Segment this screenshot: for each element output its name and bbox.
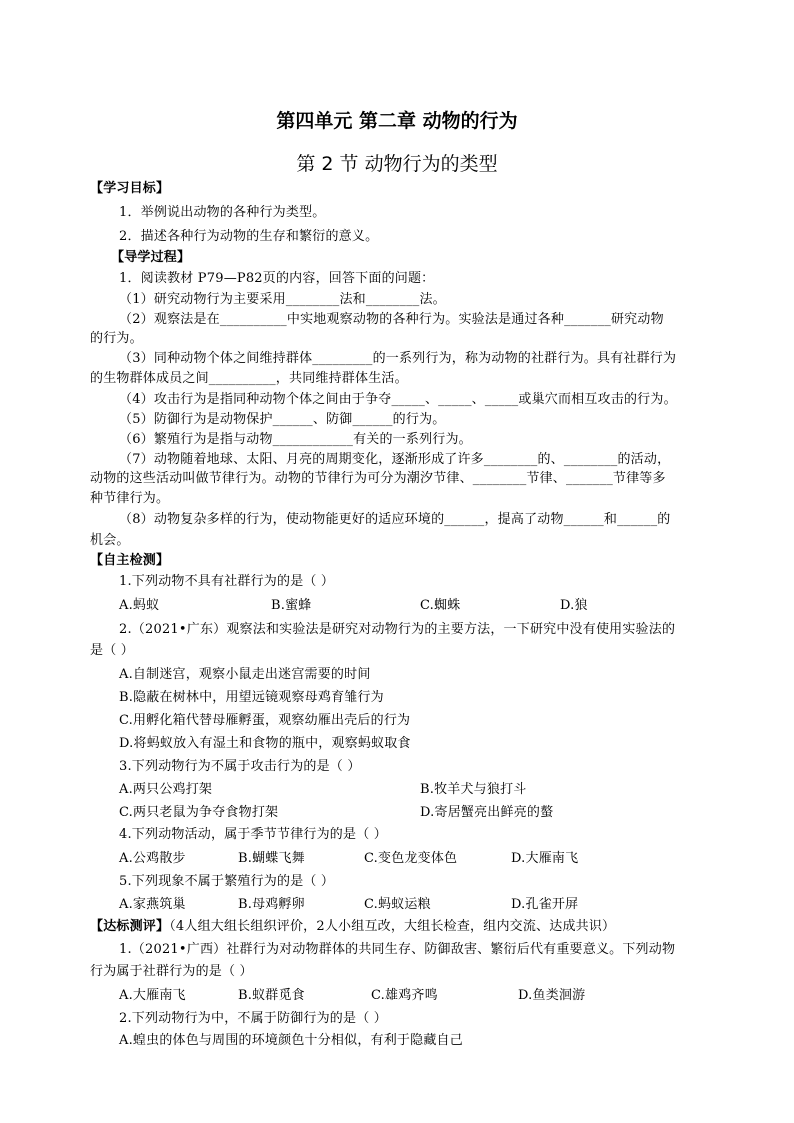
guide-line: （4）攻击行为是指同种动物个体之间由于争夺_____、_____、_____或巢穴而相互攻击的行为。 xyxy=(119,392,677,407)
answer-option: B.蜜蜂 xyxy=(271,598,312,613)
answer-option: D.狼 xyxy=(560,598,588,613)
guide-line: （3）同种动物个体之间维持群体_________的一系列行为，称为动物的社群行为。具有社群行为 xyxy=(119,351,677,366)
goal-item: 1．举例说出动物的各种行为类型。 xyxy=(119,205,326,220)
guide-line: 机会。 xyxy=(90,533,130,548)
answer-option: C.蚂蚁运粮 xyxy=(364,897,431,912)
question-stem: 4.下列动物活动，属于季节节律行为的是（ ） xyxy=(119,827,387,842)
answer-option: A.公鸡散步 xyxy=(119,851,186,866)
answer-option: D.将蚂蚁放入有湿土和食物的瓶中，观察蚂蚁取食 xyxy=(119,736,411,751)
answer-option: D.寄居蟹亮出鲜亮的螯 xyxy=(420,805,554,820)
guide-line: 动物的这些活动叫做节律行为。动物的节律行为可分为潮汐节律、________节律、_______节律等多 xyxy=(90,471,666,486)
answer-option: A.大雁南飞 xyxy=(119,988,186,1003)
answer-option: B.蚁群觅食 xyxy=(238,988,305,1003)
question-stem-cont: 行为属于社群行为的是（ ） xyxy=(90,964,253,979)
goal-item: 2．描述各种行为动物的生存和繁衍的意义。 xyxy=(119,229,379,244)
guide-line: （5）防御行为是动物保护______、防御______的行为。 xyxy=(119,412,446,427)
question-stem: 2.下列动物行为中，不属于防御行为的是（ ） xyxy=(119,1011,387,1026)
question-stem: 3.下列动物行为不属于攻击行为的是（ ） xyxy=(119,759,361,774)
question-stem: 1.（2021•广西）社群行为对动物群体的共同生存、防御敌害、繁衍后代有重要意义。下列动物 xyxy=(119,942,676,957)
goals-header: 【学习目标】 xyxy=(90,181,170,196)
answer-option: A.蝗虫的体色与周围的环境颜色十分相似，有利于隐藏自己 xyxy=(119,1033,463,1048)
answer-option: B.蝴蝶飞舞 xyxy=(238,851,305,866)
guide-line: （2）观察法是在__________中实地观察动物的各种行为。实验法是通过各种_______研究动物 xyxy=(119,312,664,327)
section-title: 第 2 节 动物行为的类型 xyxy=(296,153,498,175)
guide-line: （7）动物随着地球、太阳、月亮的周期变化，逐渐形成了许多________的、________的活动， xyxy=(119,452,671,467)
answer-option: A.家燕筑巢 xyxy=(119,897,186,912)
guide-line: 的生物群体成员之间__________，共同维持群体生活。 xyxy=(90,371,408,386)
answer-option: C.两只老鼠为争夺食物打架 xyxy=(119,805,279,820)
question-stem-cont: 是（ ） xyxy=(90,643,134,658)
assessment-note: （4人组大组长组织评价，2人小组互改，大组长检查，组内交流、达成共识） xyxy=(169,919,616,934)
answer-option: D.鱼类洄游 xyxy=(518,988,586,1003)
answer-option: D.孔雀开屏 xyxy=(511,897,579,912)
guide-line: （6）繁殖行为是指与动物____________有关的一系列行为。 xyxy=(119,432,472,447)
guide-line: 种节律行为。 xyxy=(90,491,170,506)
assessment-header: 【达标测评】 xyxy=(90,919,170,934)
answer-option: B.隐蔽在树林中，用望远镜观察母鸡育雏行为 xyxy=(119,690,384,705)
answer-option: A.自制迷宫，观察小鼠走出迷宫需要的时间 xyxy=(119,667,371,682)
guide-line: 的行为。 xyxy=(90,331,143,346)
answer-option: D.大雁南飞 xyxy=(511,851,579,866)
answer-option: B.母鸡孵卵 xyxy=(238,897,305,912)
question-stem: 5.下列现象不属于繁殖行为的是（ ） xyxy=(119,874,335,889)
answer-option: A.蚂蚁 xyxy=(119,598,160,613)
guide-header: 【导学过程】 xyxy=(111,250,191,265)
question-stem: 1.下列动物不具有社群行为的是（ ） xyxy=(119,574,335,589)
answer-option: C.变色龙变体色 xyxy=(364,851,458,866)
assessment-line xyxy=(90,918,615,936)
answer-option: C.雄鸡齐鸣 xyxy=(371,988,438,1003)
guide-intro: 1．阅读教材 P79—P82页的内容，回答下面的问题： xyxy=(119,271,435,286)
guide-line: （1）研究动物行为主要采用________法和________法。 xyxy=(119,292,446,307)
guide-line: （8）动物复杂多样的行为，使动物能更好的适应环境的______，提高了动物______和______的 xyxy=(119,512,671,527)
answer-option: B.牧羊犬与狼打斗 xyxy=(420,782,527,797)
answer-option: A.两只公鸡打架 xyxy=(119,782,213,797)
unit-title: 第四单元 第二章 动物的行为 xyxy=(276,110,518,132)
self-check-header: 【自主检测】 xyxy=(90,553,170,568)
question-stem: 2.（2021•广东）观察法和实验法是研究对动物行为的主要方法，一下研究中没有使用实验法的 xyxy=(119,622,676,637)
answer-option: C.蜘蛛 xyxy=(420,598,461,613)
answer-option: C.用孵化箱代替母雁孵蛋，观察幼雁出壳后的行为 xyxy=(119,713,411,728)
